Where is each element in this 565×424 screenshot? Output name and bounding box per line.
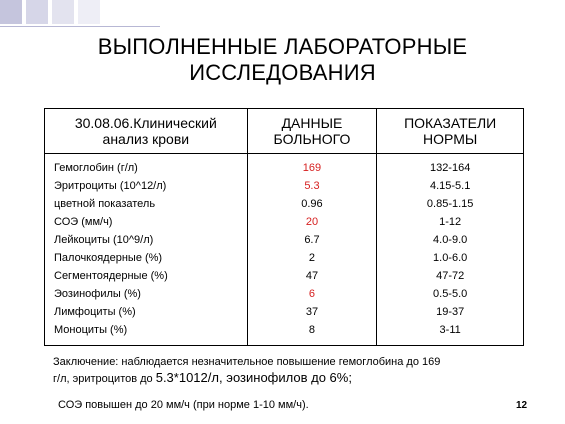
- norm-value: 1.0-6.0: [433, 252, 468, 264]
- indicator-name: Эритроциты (10^12/л): [54, 180, 167, 192]
- decor-line: [0, 26, 160, 27]
- patient-value: 8: [308, 324, 316, 336]
- indicator-name: Эозинофилы (%): [54, 288, 141, 300]
- patient-value: 5.3: [304, 180, 320, 192]
- indicator-name: СОЭ (мм/ч): [54, 216, 113, 228]
- indicator-name: Моноциты (%): [54, 324, 128, 336]
- header-analysis: [45, 109, 248, 154]
- indicator-name: Палочкоядерные (%): [54, 252, 163, 264]
- norm-values-column: [377, 154, 524, 346]
- decor-square: [26, 0, 48, 24]
- soe-note: СОЭ повышен до 20 мм/ч (при норме 1-10 мм/ч).: [58, 399, 309, 411]
- page-number: 12: [516, 400, 528, 411]
- norm-value: 47-72: [436, 270, 465, 282]
- slide-title-line-2: ИССЛЕДОВАНИЯ: [189, 60, 376, 85]
- header-patient-line-2: БОЛЬНОГО: [273, 131, 351, 147]
- table-header-row: [45, 109, 524, 154]
- patient-values-column: [247, 154, 377, 346]
- header-norms: [377, 109, 524, 154]
- header-patient-data: [247, 109, 377, 154]
- header-analysis-line-1: 30.08.06.Клинический: [74, 115, 217, 131]
- indicator-name: Сегментоядерные (%): [54, 270, 168, 282]
- slide-title: [40, 34, 525, 86]
- decorative-header-squares: [0, 0, 160, 28]
- conclusion-line-2: [53, 370, 523, 387]
- norm-value: 4.0-9.0: [433, 234, 468, 246]
- patient-value: 47: [305, 270, 319, 282]
- conclusion-text: [53, 354, 523, 387]
- conclusion-line-2-values: 5.3*1012/л, эозинофилов до 6%;: [155, 370, 352, 385]
- header-patient-line-1: ДАННЫЕ: [281, 115, 343, 131]
- decor-square: [52, 0, 74, 24]
- patient-value: 37: [305, 306, 319, 318]
- patient-value: 0.96: [301, 198, 323, 210]
- norm-value: 0.85-1.15: [426, 198, 474, 210]
- header-norms-line-1: ПОКАЗАТЕЛИ: [404, 115, 497, 131]
- patient-value: 2: [308, 252, 316, 264]
- patient-value: 6.7: [304, 234, 320, 246]
- blood-analysis-table: [44, 108, 524, 346]
- indicator-name: Лейкоциты (10^9/л): [54, 234, 154, 246]
- conclusion-line-2-prefix: г/л, эритроцитов до: [53, 373, 156, 385]
- decor-square: [78, 0, 100, 24]
- patient-value: 20: [305, 216, 319, 228]
- norm-value: 1-12: [439, 216, 462, 228]
- patient-value: 169: [302, 162, 322, 174]
- norm-value: 132-164: [429, 162, 471, 174]
- norm-value: 3-11: [439, 324, 461, 336]
- indicator-names-column: [45, 154, 248, 346]
- norm-value: 4.15-5.1: [429, 180, 471, 192]
- indicator-name: Гемоглобин (г/л): [54, 162, 138, 174]
- patient-value: 6: [308, 288, 316, 300]
- header-norms-line-2: НОРМЫ: [423, 131, 478, 147]
- decor-square: [0, 0, 22, 24]
- header-analysis-line-2: анализ крови: [102, 131, 190, 147]
- indicator-name: Лимфоциты (%): [54, 306, 136, 318]
- norm-value: 19-37: [436, 306, 465, 318]
- slide-title-line-1: ВЫПОЛНЕННЫЕ ЛАБОРАТОРНЫЕ: [97, 34, 468, 59]
- conclusion-line-1: Заключение: наблюдается незначительное повышение гемоглобина до 169: [53, 356, 441, 368]
- norm-value: 0.5-5.0: [433, 288, 468, 300]
- indicator-name: цветной показатель: [54, 198, 156, 210]
- table-body-row: [45, 154, 524, 346]
